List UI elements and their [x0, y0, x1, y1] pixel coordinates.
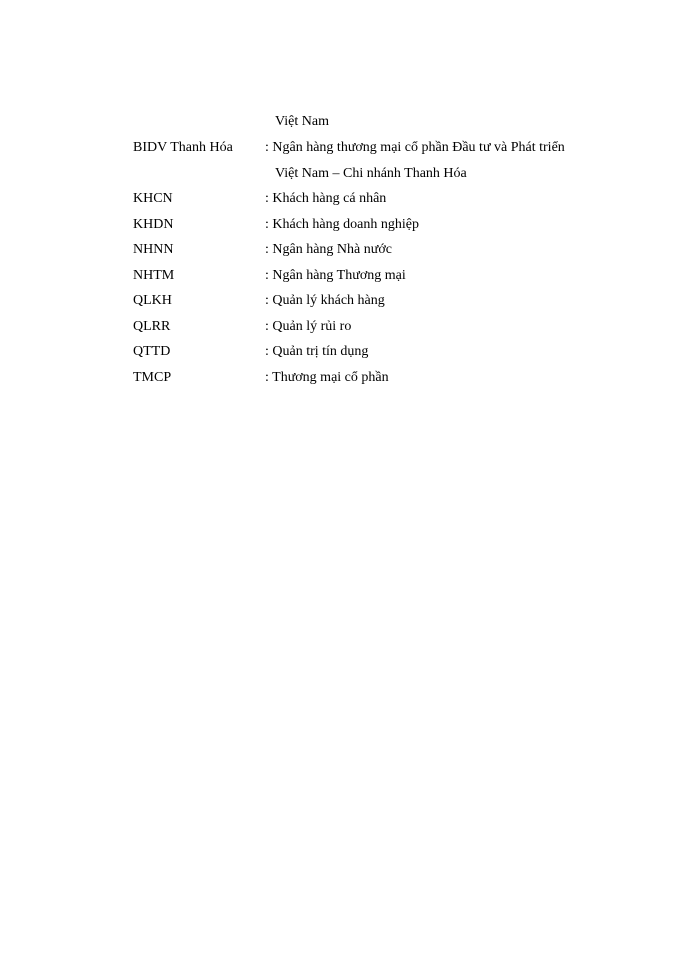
meaning-khdn: : Khách hàng doanh nghiệp — [265, 217, 419, 232]
abbreviation-khdn: KHDN — [133, 217, 174, 232]
meaning-bidv-thanh-hoa: : Ngân hàng thương mại cổ phần Đầu tư và Phát triển — [265, 140, 565, 155]
abbreviation-tmcp: TMCP — [133, 370, 172, 385]
meaning-tmcp: : Thương mại cổ phần — [265, 370, 389, 385]
abbreviation-qlrr: QLRR — [133, 319, 171, 334]
meaning-khcn: : Khách hàng cá nhân — [265, 191, 387, 206]
abbreviation-nhnn: NHNN — [133, 242, 174, 257]
abbreviation-bidv-thanh-hoa: BIDV Thanh Hóa — [133, 140, 233, 155]
meaning-qttd: : Quản trị tín dụng — [265, 344, 369, 359]
meaning-nhnn: : Ngân hàng Nhà nước — [265, 242, 392, 257]
meaning-qlkh: : Quản lý khách hàng — [265, 293, 385, 308]
lead-continuation: Việt Nam — [275, 114, 329, 129]
meaning-nhtm: : Ngân hàng Thương mại — [265, 268, 406, 283]
abbreviation-khcn: KHCN — [133, 191, 173, 206]
meaning-qlrr: : Quản lý rủi ro — [265, 319, 352, 334]
abbreviation-qlkh: QLKH — [133, 293, 172, 308]
meaning-bidv-thanh-hoa-continuation: Việt Nam – Chi nhánh Thanh Hóa — [275, 166, 467, 181]
abbreviation-qttd: QTTD — [133, 344, 171, 359]
abbreviation-nhtm: NHTM — [133, 268, 175, 283]
